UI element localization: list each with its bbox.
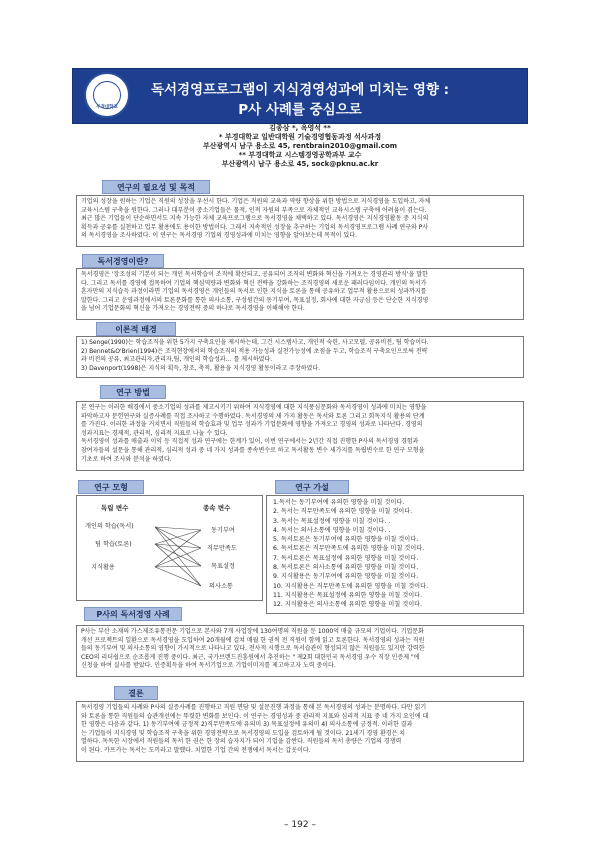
text-line: CEO의 리더쉽으로 순조롭게 진행 중이다. 최근, 국가브랜드진흥원에서 추진하는 " 제2회 대한민국 독서경영 우수 직장 인증제 "에 [81,653,420,661]
independent-variable: 개인의 학습(독서) [85,523,134,530]
text-line: 는 기업들이 지식경영 및 학습조직 구축을 위한 경영전략으로 독서경영의 도입을 검토하게 될 것이다. 21세기 경영 환경은 치 [81,729,406,737]
text-line: 획득과 공유를 실천하고 업무 활용에도 용이한 방법이다. 그래서 지속적인 성장을 추구하는 기업의 독서경영프로그램 사례 연구와 P사 [81,223,429,231]
text-line: 독서경영은 '장조성의 기본이 되는 개인 독서학습이 조직에 확산되고, 공유되어 조직의 변화와 혁신을 가져오는 경영관리 방식'을 말한 [81,271,428,278]
text-line: 파악하고자 문헌연구와 실증사례를 직접 조사하고 수행하였다. 독서경영의 세 가지 활동은 독서와 토론 그리고 회독지식 활용의 단계 [81,412,425,420]
text-line: 신청을 하여 실사를 받았다. 인증획득을 하여 독서기업으로 기업이미지를 제고하고자 노력 중이다. [81,662,336,670]
hypothesis-item: 4. 독서는 의사소통에 영향을 미칠 것이다. . [273,526,391,534]
section-heading-definition: 독서경영이란? [82,254,164,268]
section-body-conclusion [76,701,524,762]
text-line: 를 가진다. 이러한 과정을 거치면서 직원들의 학습효과 및 업무 성과가 기업문화에 영향을 가져오고 경영의 성과로 나타난다. 경영의 [81,421,423,429]
text-line: 을 넘어 기업문화의 혁신을 가져오는 경영전략 중의 하나로 독서경영을 이해해야 한다. [81,305,305,313]
section-body-hypothesis [266,495,524,614]
hypothesis-item: 8. 독서토론은 의사소통에 유의한 영향을 미칠 것이다. [273,564,419,572]
dependent-variables-header: 종속 변수 [203,504,231,512]
section-body-method [76,401,524,471]
model-arrow [155,566,201,567]
paper-title-line2: P사 사례를 중심으로 [238,102,362,118]
text-line: 독서경영이 성과를 매출과 이익 등 직접적 성과 연구에는 한계가 있어, 이번 연구에서는 2년간 직접 진행한 P사의 독서경영 경험과 [81,438,419,446]
section-body-definition [76,268,524,320]
model-arrow [155,567,201,586]
hypothesis-item: 7. 독서토론은 목표설정에 유의한 영향을 미칠 것이다. [273,554,419,562]
hypothesis-item: 10. 지식활용은 직무만족도에 유의한 영향을 미칠 것이다. [273,582,429,590]
text-line: 성과지표는 경제적, 관리적, 심리적 지표로 나눌 수 있다. [81,429,228,437]
author-affiliation-2: ** 부경대학교 시스템경영공학과부 교수 [238,151,362,159]
text-line: 한 영향은 다음과 같다. 1) 동기부여에 긍정적 2)직무만족도에 유의미 3) 목표설정에 유의미 4) 의사소통에 긍정적. 이러한 결과 [81,721,413,729]
research-model-diagram [76,495,263,601]
text-line: 1) Senge(1990)는 학습조직을 위한 5가지 구축요인을 제시하는데, 그건 시스템사고, 개인적 숙련, 사고모델, 공유비전, 팀 학습이다. [81,339,429,346]
section-body-background [76,336,524,378]
text-line: 다. 그리고 독서를 경영에 접목하여 기업의 핵심역량과 변화와 혁신 전략을 강화하는 조직경영의 새로운 패러다임이다. 개인의 독서가 [81,279,427,287]
text-line: 2) Bennet&O'Brien(1994)은 조직현장에서의 학습조직의 적용 가능성과 실천가능성에 초점을 두고, 학습조직 구축요인으로써 전략 [81,347,428,355]
text-line: 기업의 성장을 원하는 기업은 직원의 성장을 우선시 한다. 기업은 직원의 교육과 역량 향상을 위한 방법으로 지식경영을 도입하고, 자체 [81,198,431,205]
hypothesis-item: 1.독서는 동기부여에 유의한 영향을 미칠 것이다. [273,499,405,506]
model-arrow [155,527,201,566]
text-line: 기초로 하여 조사와 분석을 하였다. [81,455,172,463]
text-line: 말한다. 그리고 운영과정에서의 토론문화를 통한 의사소통, 구성원간의 동기부여, 목표설정, 회사에 대한 자긍심 등은 단순한 지식경영 [81,296,429,304]
page-number: – 192 – [284,820,316,830]
author-address-1: 부산광역시 남구 용소로 45, rentbrain2010@gmail.com [202,142,398,150]
logo-text: 부경대학교 [96,105,118,110]
text-line: 본 연구는 이러한 배경에서 중소기업의 성과를 제고시키기 위하여 지식경영에 대한 지식풍심문화와 독서경영이 성과에 미치는 영향을 [81,404,427,411]
section-heading-purpose: 연구의 필요성 및 목적 [102,180,210,194]
text-line: 개선 프로젝트의 일환으로 독서경영을 도입하여 20개월에 걸쳐 매월 한 권씩 전 직원이 함께 읽고 토론한다. 독서경영의 성과는 직원 [81,636,425,644]
text-line: 교육시스템 구축을 원한다. 그러나 대부분이 중소기업들은 물적, 인적 자원의 부족으로 자체적인 교육시스템 구축에 어려움이 겪는다. [81,206,427,214]
text-line: 열하다. 독독한 시장에서 직원들의 독서 한 권은 한 장의 습자지가 되어 기업을 감싼다. 직원들의 독서 총량은 기업의 경쟁력 [81,738,402,746]
model-arrow [155,530,201,544]
model-arrow [155,544,201,586]
section-heading-hypothesis: 연구 가설 [275,480,349,494]
text-line: 최근 많은 기업들이 단순하면서도 지속 가능한 자체 교육프로그램으로 독서경영을 채택하고 있다. 독서경영은 지식경영활동 중 지식의 [81,215,429,223]
university-logo [84,72,130,118]
independent-variable: 지식활용 [91,564,115,571]
title-banner [72,68,528,124]
text-line: P사는 부산 소재의 가스제조유통전문 기업으로 본사와 7개 사업장에 130여명의 직원을 둔 1000억 매출 규모의 기업이다. 기업문화 [81,628,424,635]
section-body-purpose [76,195,524,247]
model-arrow [155,548,201,567]
section-heading-method: 연구 방법 [100,385,166,399]
author-affiliation-1: * 부경대학교 일반대학원 기술경영협동과정 석사과정 [218,133,382,141]
dependent-variable: 의사소통 [209,583,233,590]
text-line: 독서경영 기업들의 사례와 P사의 실증사례를 진행하고 직원 면담 및 설문진행 과정을 통해 본 독서경영의 성과는 분명하다. 다만 읽기 [81,704,427,711]
section-heading-case: P사의 독서경영 사례 [84,607,182,621]
text-line: 과 비전의 공유, 최고관리자,관리자,팀, 개인의 학습성과… 를 제시하였다. [81,356,273,364]
model-arrow [155,527,201,530]
text-line: 3) Davenport(1998)은 지식의 획득, 창조, 축적, 활용을 지식경영 활동이라고 주장하였다. [81,364,321,372]
author-names: 김종삼 *, 옥영석 ** [269,124,331,132]
section-body-case [76,625,524,677]
hypothesis-item: 6. 독서토론은 직무만족도에 유의한 영향을 미칠 것이다. [273,545,425,553]
text-line: 의 독서경영을 조사하였다. 이 연구는 독서경영 기업의 경영성과에 미치는 영향을 알아보는데 목적이 있다. [81,232,357,240]
model-connection-lines [77,496,262,600]
author-address-2: 부산광역시 남구 용소로 45, sock@pknu.ac.kr [221,160,379,168]
text-line: 들의 동기부여 및 의사소통의 영향이 가시적으로 나타나고 있다. 전사적 시행으로 독서습관이 형성되지 않은 직원들도 있지만 강력한 [81,645,425,653]
hypothesis-item: 9. 지식활용은 동기부여에 유의한 영향을 미칠 것이다. [273,573,419,581]
hypothesis-item: 3. 독서는 목표설정에 영향을 미칠 것이다. . [273,517,391,525]
dependent-variable: 동기부여 [211,527,235,534]
paper-title-line1: 독서경영프로그램이 지식경영성과에 미치는 영향 : [150,82,450,98]
hypothesis-item: 11. 지식활용은 목표설정에 유의한 영향을 미칠 것이다. [273,591,423,599]
text-line: 와 토론을 통한 직원들의 습관개선에는 뚜렷한 변화를 보인다. 이 연구는 경영성과 중 관리적 지표와 심리적 지표 중 네 가지 요인에 대 [81,712,429,720]
hypothesis-item: 12. 지식활용은 의사소통에 유의한 영향을 미칠 것이다. [273,601,423,609]
dependent-variable: 목표설정 [211,563,235,570]
independent-variables-header: 독립 변수 [101,504,129,512]
text-line: 참여자들의 설문을 통해 관리적, 심리적 성과 중 네 가지 성과를 종속변수로 하고 독서활동 변수 세가지를 독립변수로 한 연구 모형을 [81,446,425,454]
dependent-variable: 직무만족도 [207,545,237,552]
independent-variable: 팀 학습(토론) [95,541,132,548]
text-line: 이 된다. 카프카는 독서는 도끼라고 말했다. 치열한 기업 간의 전쟁에서 독서는 갑옷이다. [81,746,311,754]
hypothesis-item: 2. 독서는 직무만족도에 유의한 영향을 미칠 것이다. [273,508,413,516]
text-line: 혼자만의 지식습득 과정이라면 기업의 독서경영은 개인들의 독서로 인한 지식을 토론을 통해 공유하고 업무적 활용으로의 성과까지를 [81,288,427,296]
section-heading-model: 연구 모형 [78,480,144,494]
section-heading-background: 이론적 배경 [96,322,176,336]
hypothesis-item: 5. 독서토론은 동기부여에 유의한 영향을 미칠 것이다. [273,536,419,544]
section-heading-conclusion: 결론 [114,686,158,700]
